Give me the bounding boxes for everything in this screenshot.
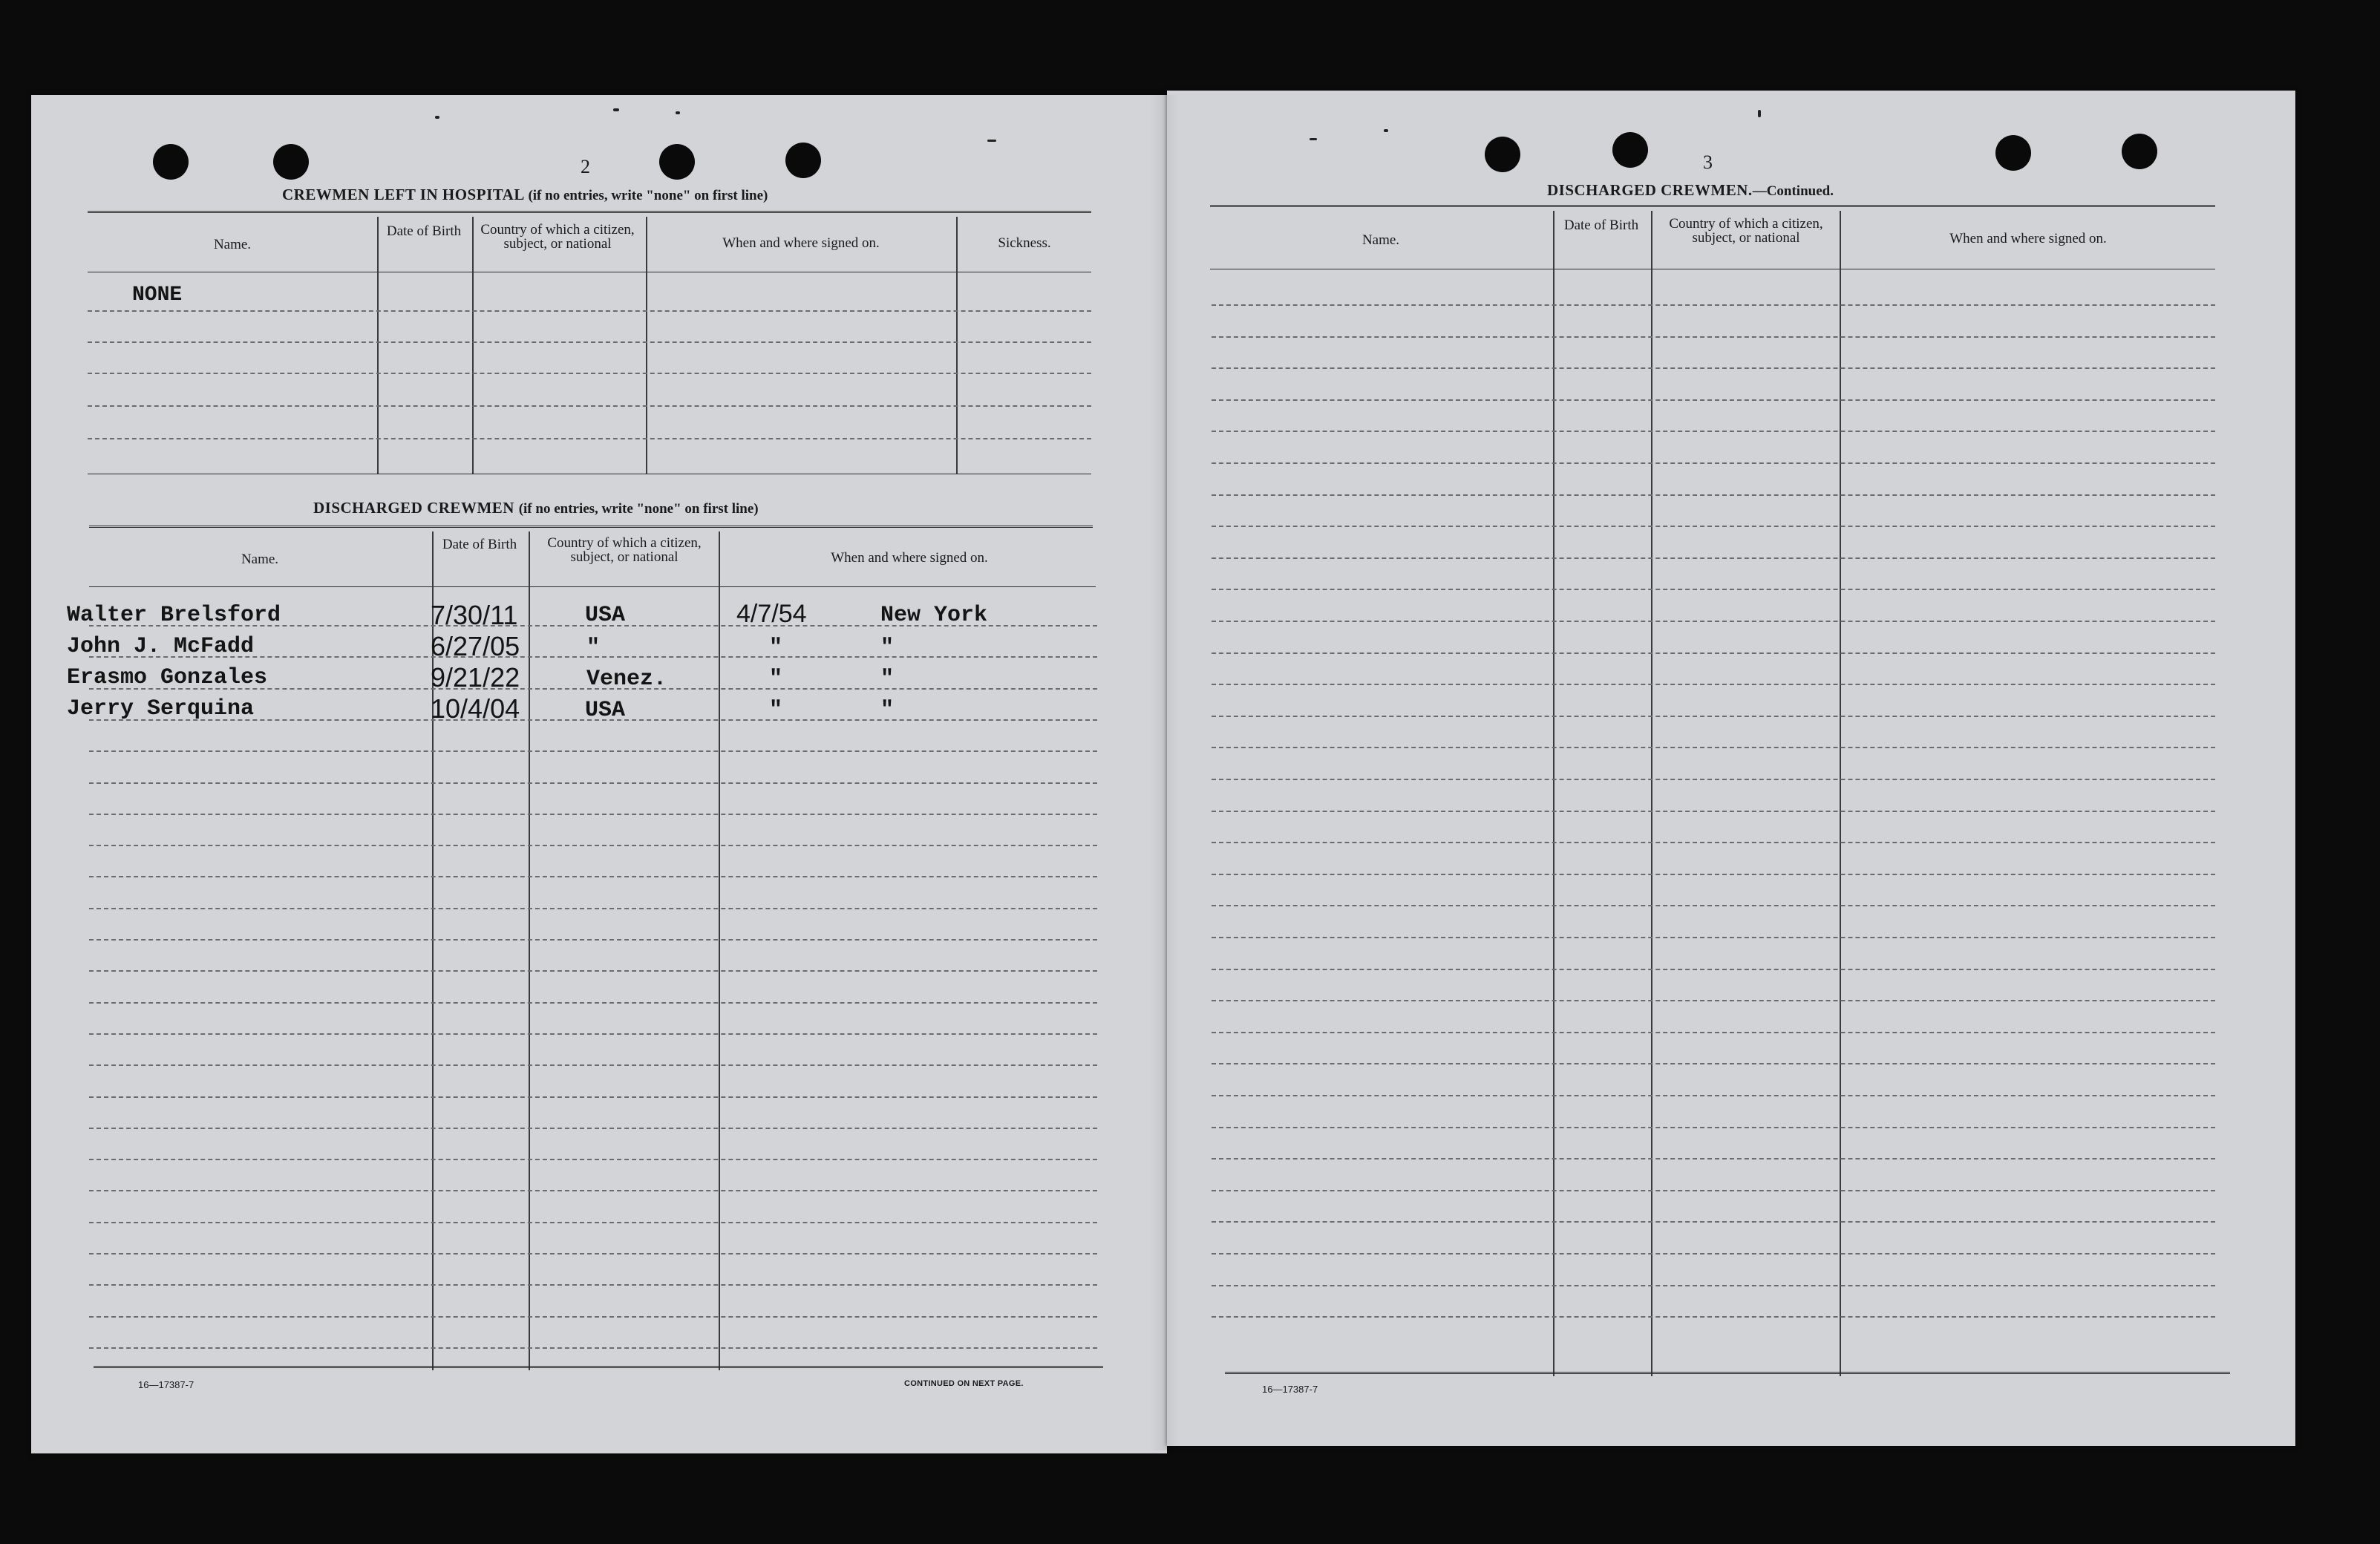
- ruled-line: [1212, 1190, 2215, 1191]
- ruled-line: [89, 688, 1097, 690]
- hospital-entry-none: NONE: [132, 284, 183, 307]
- ruled-line: [89, 1096, 1097, 1098]
- ruled-line: [1212, 526, 2215, 527]
- ruled-line: [89, 1190, 1097, 1191]
- form-number: 16—17387-7: [138, 1379, 194, 1390]
- ruled-line: [89, 908, 1097, 909]
- binder-hole: [659, 144, 695, 180]
- ruled-line: [1212, 336, 2215, 338]
- discharged-section-title: [313, 499, 759, 517]
- ruled-line: [89, 1033, 1097, 1035]
- ruled-line: [89, 939, 1097, 941]
- ruled-line: [1212, 589, 2215, 590]
- ruled-line: [1212, 811, 2215, 812]
- crew-dob: 7/30/11: [431, 600, 518, 630]
- ruled-line: [1212, 1032, 2215, 1033]
- hospital-col-country: Country of which a citizen, subject, or national: [480, 222, 635, 252]
- right-col-dob: Date of Birth: [1563, 217, 1639, 233]
- ruled-line: [89, 1002, 1097, 1004]
- crew-dob: 9/21/22: [431, 662, 520, 693]
- discharged-col-country: Country of which a citizen, subject, or national: [547, 535, 702, 565]
- ruled-line: [1212, 1158, 2215, 1159]
- ruled-line: [89, 1253, 1097, 1254]
- right-col-signed: When and where signed on.: [1949, 231, 2107, 246]
- right-page: [1167, 91, 2295, 1446]
- ruled-line: [89, 1064, 1097, 1066]
- ruled-line: [89, 1284, 1097, 1286]
- crew-name: Erasmo Gonzales: [67, 665, 268, 690]
- crew-country: Venez.: [586, 667, 667, 692]
- binder-hole: [153, 144, 189, 180]
- discharged-instruction: (if no entries, write "none" on first line): [518, 501, 759, 517]
- crew-signed-place: ": [880, 698, 895, 723]
- ruled-line: [1212, 905, 2215, 906]
- discharged-title-text: DISCHARGED CREWMEN: [313, 499, 514, 517]
- ruled-line: [89, 1347, 1097, 1349]
- crew-signed-date: ": [769, 667, 783, 692]
- ruled-line: [1212, 557, 2215, 559]
- ruled-line: [1212, 1285, 2215, 1286]
- crew-dob: 10/4/04: [431, 693, 520, 724]
- crew-signed-date: 4/7/54: [736, 600, 807, 628]
- ruled-line: [89, 814, 1097, 815]
- crew-signed-place: ": [880, 635, 895, 661]
- ruled-line: [1212, 399, 2215, 401]
- crew-country: USA: [585, 603, 626, 628]
- hospital-col-signed: When and where signed on.: [722, 235, 880, 251]
- ruled-line: [89, 625, 1097, 627]
- right-col-name: Name.: [1361, 232, 1400, 248]
- ruled-line: [89, 719, 1097, 721]
- right-title-text: DISCHARGED CREWMEN.: [1547, 181, 1753, 199]
- right-title-suffix: —Continued.: [1752, 183, 1834, 199]
- hospital-col-dob: Date of Birth: [386, 223, 462, 239]
- discharged-col-dob: Date of Birth: [442, 537, 517, 552]
- crew-signed-place: ": [880, 667, 895, 692]
- page-number: 3: [1703, 151, 1713, 173]
- ruled-line: [1212, 684, 2215, 685]
- hospital-title-text: CREWMEN LEFT IN HOSPITAL: [282, 186, 524, 203]
- binder-hole: [785, 143, 821, 178]
- ruled-line: [1212, 1316, 2215, 1318]
- ruled-line: [89, 656, 1097, 658]
- discharged-col-name: Name.: [241, 552, 279, 567]
- ruled-line: [1212, 874, 2215, 875]
- hospital-col-name: Name.: [213, 237, 252, 252]
- binder-hole: [2122, 134, 2157, 169]
- hospital-col-sickness: Sickness.: [998, 235, 1051, 251]
- discharged-col-signed: When and where signed on.: [831, 550, 988, 566]
- ruled-line: [89, 845, 1097, 846]
- ruled-line: [1212, 304, 2215, 306]
- ruled-line: [1212, 1253, 2215, 1254]
- crew-name: Jerry Serquina: [67, 696, 255, 722]
- ruled-line: [89, 1222, 1097, 1223]
- ruled-line: [1212, 431, 2215, 432]
- ruled-line: [1212, 1095, 2215, 1096]
- binder-hole: [1612, 132, 1648, 168]
- crew-signed-date: ": [769, 635, 783, 661]
- ruled-line: [1212, 747, 2215, 748]
- crew-dob: 6/27/05: [431, 631, 520, 661]
- ruled-line: [1212, 937, 2215, 938]
- ruled-line: [1212, 1127, 2215, 1128]
- ruled-line: [1212, 494, 2215, 496]
- ruled-line: [1212, 367, 2215, 369]
- crew-signed-date: ": [769, 698, 783, 723]
- form-number: 16—17387-7: [1262, 1384, 1318, 1395]
- ruled-line: [89, 750, 1097, 752]
- ruled-line: [89, 970, 1097, 972]
- ruled-line: [89, 1128, 1097, 1129]
- crew-country: USA: [585, 698, 626, 723]
- ruled-line: [1212, 652, 2215, 654]
- ruled-line: [89, 1159, 1097, 1160]
- hospital-section-title: [282, 186, 768, 204]
- page-number: 2: [581, 156, 590, 177]
- crew-country: ": [586, 635, 601, 661]
- binder-hole: [1485, 137, 1520, 172]
- ruled-line: [89, 876, 1097, 877]
- right-col-country: Country of which a citizen, subject, or national: [1669, 216, 1823, 246]
- ruled-line: [89, 782, 1097, 784]
- continued-note: CONTINUED ON NEXT PAGE.: [904, 1379, 1024, 1388]
- ruled-line: [1212, 716, 2215, 717]
- ruled-line: [1212, 969, 2215, 970]
- ruled-line: [1212, 779, 2215, 780]
- binder-hole: [1995, 135, 2031, 171]
- right-section-title: [1547, 181, 1834, 200]
- ruled-line: [1212, 462, 2215, 464]
- binder-hole: [273, 144, 309, 180]
- left-page: [31, 95, 1167, 1453]
- hospital-instruction: (if no entries, write "none" on first line): [528, 188, 768, 203]
- ruled-line: [1212, 621, 2215, 622]
- ruled-line: [1212, 1063, 2215, 1064]
- crew-name: Walter Brelsford: [67, 603, 281, 628]
- ruled-line: [1212, 1221, 2215, 1223]
- crew-signed-place: New York: [880, 603, 988, 628]
- crew-name: John J. McFadd: [67, 634, 255, 659]
- ruled-line: [89, 1316, 1097, 1318]
- ruled-line: [1212, 842, 2215, 843]
- page-fold: [1149, 95, 1179, 1450]
- ruled-line: [1212, 1000, 2215, 1001]
